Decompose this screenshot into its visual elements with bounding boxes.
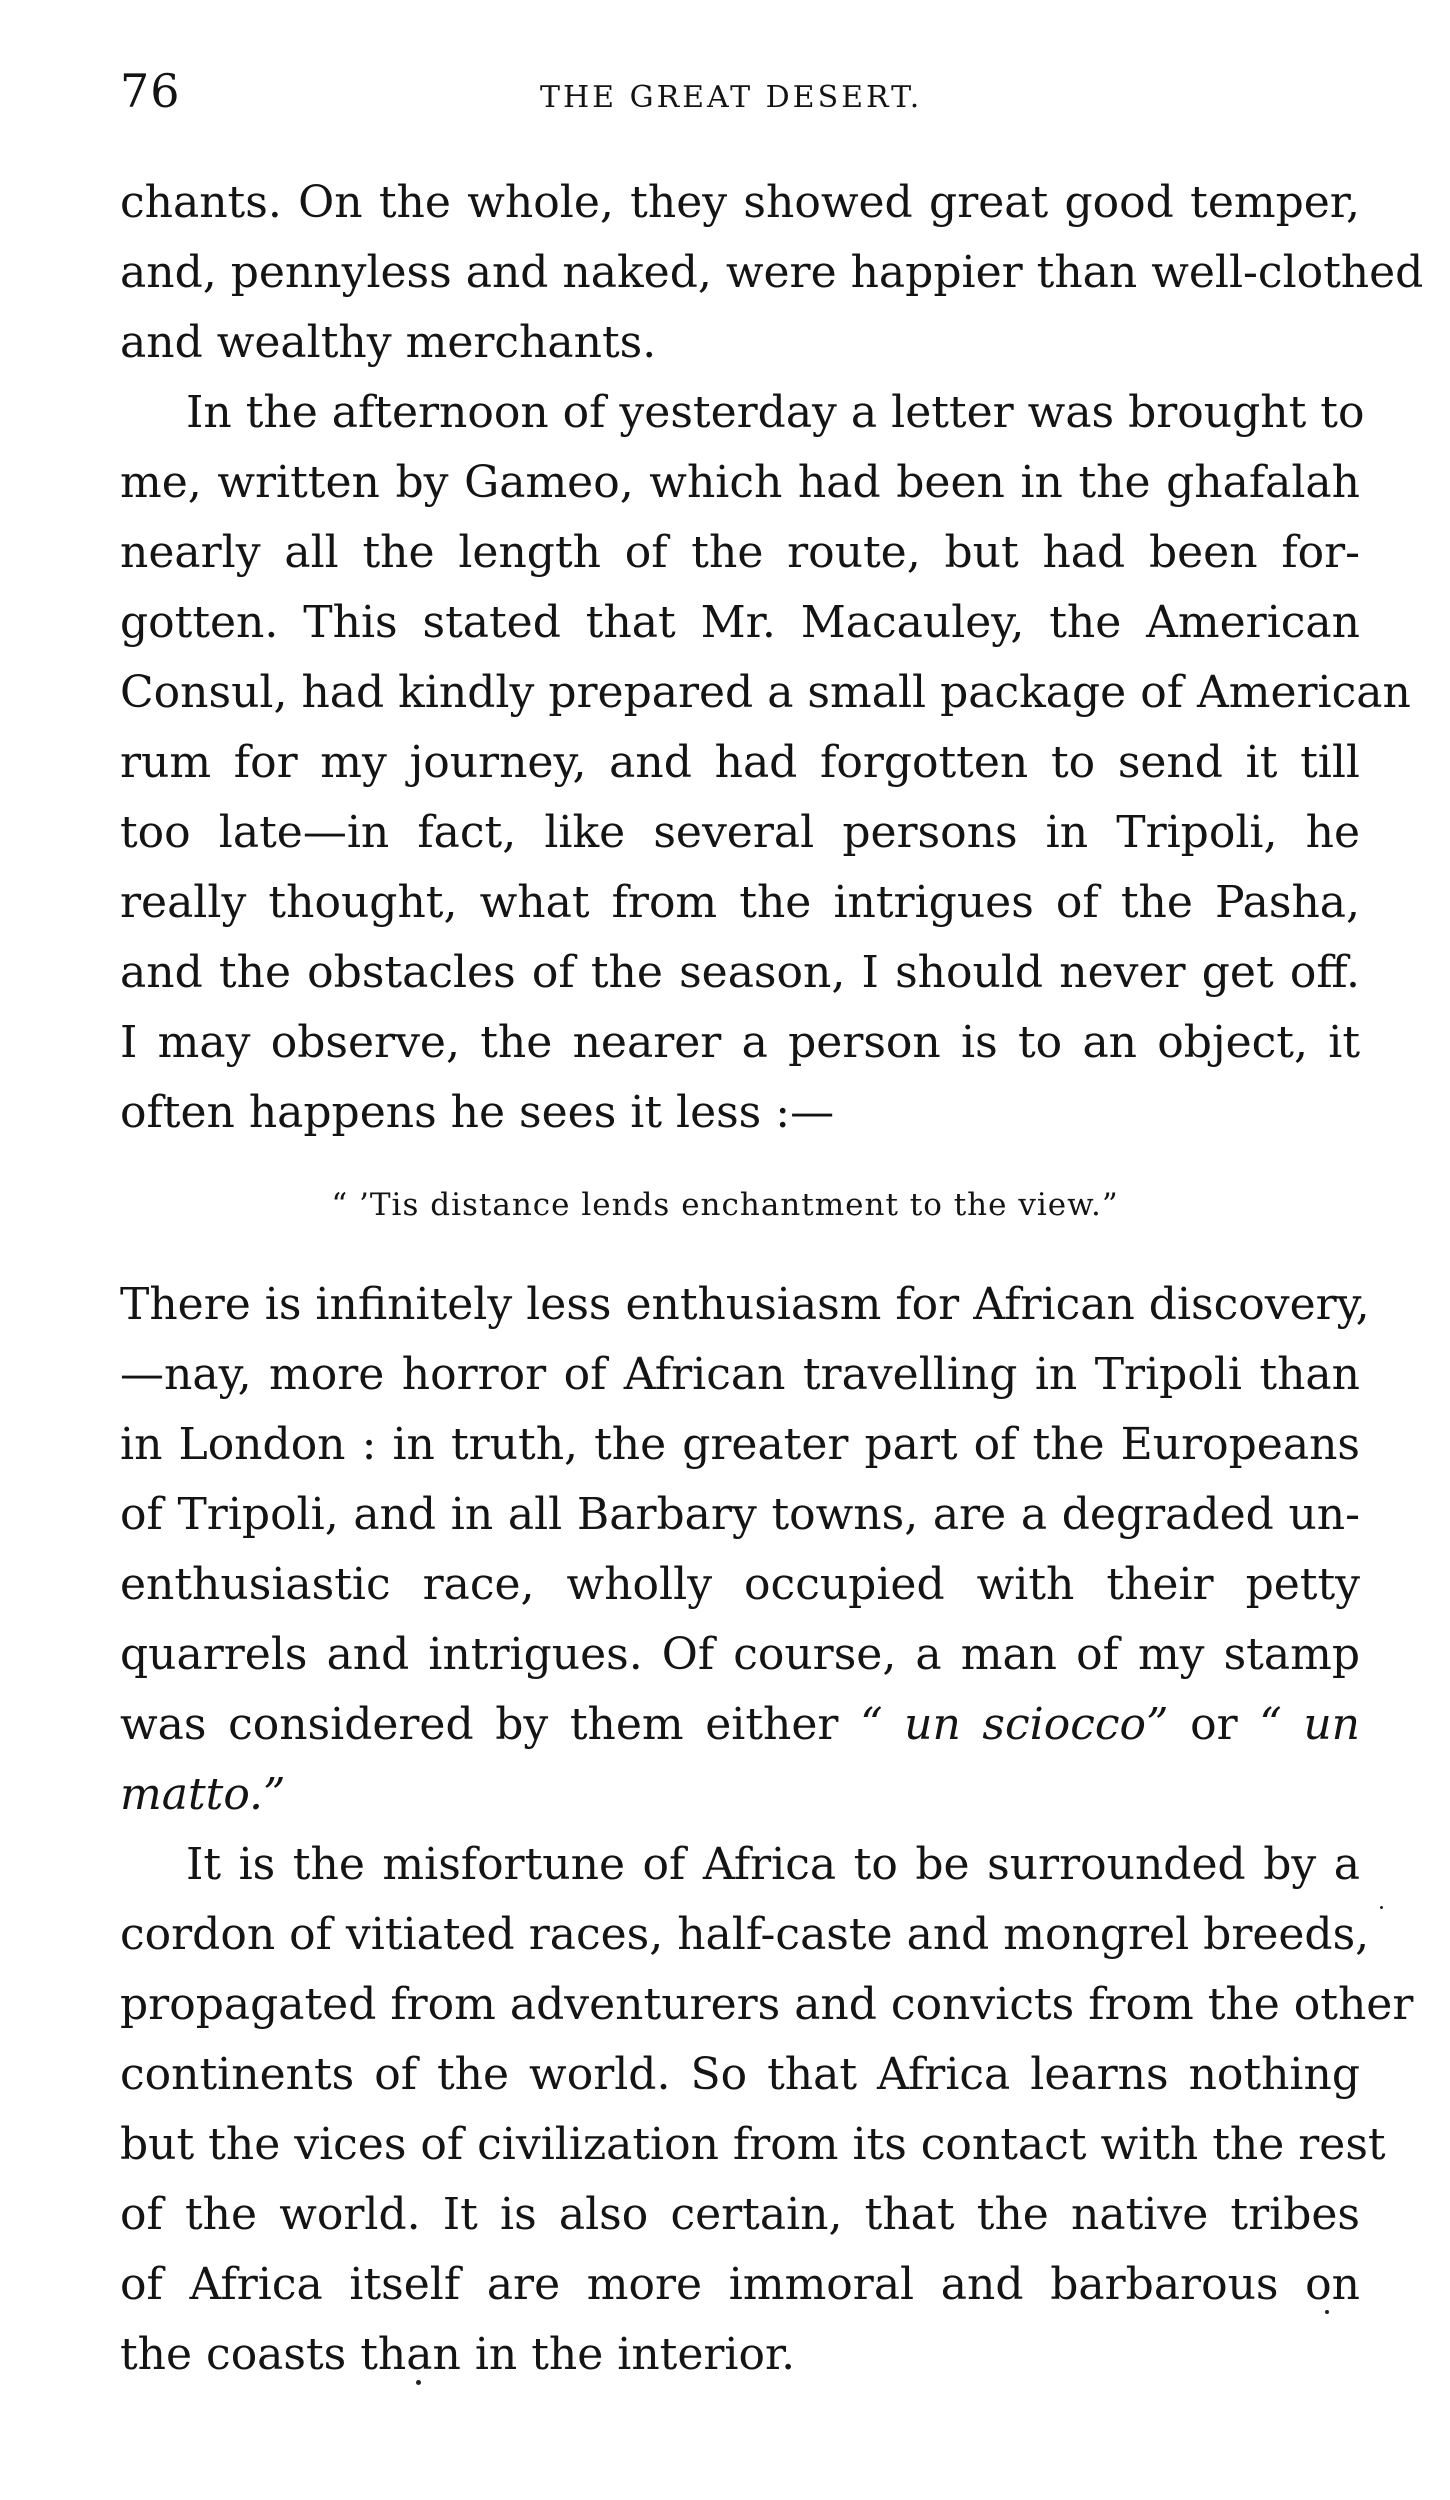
text-line: and the obstacles of the season, I should never get off. xyxy=(120,947,1360,998)
text-line: —nay, more horror of African travelling in Tripoli than xyxy=(120,1349,1360,1400)
text-line: continents of the world. So that Africa learns nothing xyxy=(120,2049,1360,2100)
text-line: chants. On the whole, they showed great good temper, xyxy=(120,177,1360,228)
text-line: of Africa itself are more immoral and barbarous on xyxy=(120,2259,1360,2310)
running-title: THE GREAT DESERT. xyxy=(540,80,923,115)
text-line: and, pennyless and naked, were happier than well-clothed xyxy=(120,247,1424,298)
text-line: quarrels and intrigues. Of course, a man of my stamp xyxy=(120,1629,1360,1680)
page-number: 76 xyxy=(120,64,181,118)
running-head xyxy=(120,64,1370,134)
text-line: in London : in truth, the greater part of the Europeans xyxy=(120,1419,1360,1470)
text-line: I may observe, the nearer a person is to an object, it xyxy=(120,1017,1360,1068)
text-line: propagated from adventurers and convicts from the other xyxy=(120,1979,1414,2030)
text-line: nearly all the length of the route, but had been for- xyxy=(120,527,1360,578)
text-line: gotten. This stated that Mr. Macauley, the American xyxy=(120,597,1360,648)
text-line: There is infinitely less enthusiasm for African discovery, xyxy=(120,1279,1370,1330)
text-segment: was considered by them either xyxy=(120,1699,839,1750)
text-line: of Tripoli, and in all Barbary towns, are a degraded un- xyxy=(120,1489,1360,1540)
block-quote: “ ’Tis distance lends enchantment to the view.” xyxy=(331,1187,1119,1223)
paragraph-1 xyxy=(120,168,1424,378)
text-line: but the vices of civilization from its contact with the rest xyxy=(120,2119,1386,2170)
italic-phrase: “ un sciocco” xyxy=(860,1699,1169,1750)
text-line: enthusiastic race, wholly occupied with their petty xyxy=(120,1559,1360,1610)
text-line: It is the misfortune of Africa to be surrounded by a xyxy=(186,1839,1360,1890)
text-line: In the afternoon of yesterday a letter was brought to xyxy=(186,387,1365,438)
text-line: Consul, had kindly prepared a small package of American xyxy=(120,667,1411,718)
print-speck xyxy=(1380,1906,1383,1909)
text-line: cordon of vitiated races, half-caste and mongrel breeds, xyxy=(120,1909,1370,1960)
paragraph-3 xyxy=(120,1270,1370,1830)
text-line: really thought, what from the intrigues of the Pasha, xyxy=(120,877,1360,928)
text-segment: or xyxy=(1190,1699,1238,1750)
italic-phrase: matto.” xyxy=(120,1769,286,1820)
italic-phrase: “ un xyxy=(1259,1699,1361,1750)
text-line: too late—in fact, like several persons in Tripoli, he xyxy=(120,807,1360,858)
text-line: and wealthy merchants. xyxy=(120,317,657,368)
text-line: me, written by Gameo, which had been in the ghafalah xyxy=(120,457,1360,508)
print-speck xyxy=(416,2380,421,2385)
text-line: often happens he sees it less :— xyxy=(120,1087,835,1138)
text-line xyxy=(120,1760,1360,1830)
text-line: the coasts than in the interior. xyxy=(120,2329,796,2380)
print-speck xyxy=(1325,2310,1329,2314)
text-line: of the world. It is also certain, that the native tribes xyxy=(120,2189,1360,2240)
paragraph-2 xyxy=(120,378,1411,1148)
text-line-mixed xyxy=(120,1690,1360,1760)
text-line: rum for my journey, and had forgotten to send it till xyxy=(120,737,1360,788)
paragraph-4 xyxy=(120,1830,1414,2390)
